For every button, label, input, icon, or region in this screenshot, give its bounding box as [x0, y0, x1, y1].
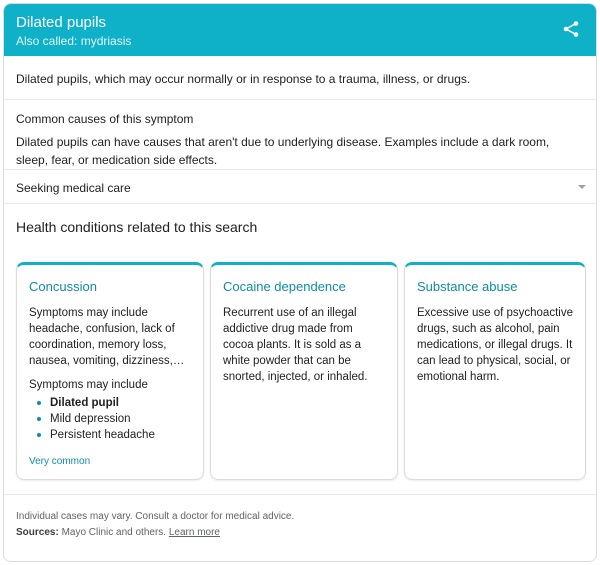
sources-text: Mayo Clinic and others.	[61, 527, 167, 538]
page-subtitle: Also called: mydriasis	[16, 34, 132, 48]
seeking-care-label: Seeking medical care	[16, 181, 131, 195]
condition-description: Symptoms may include headache, confusion, lack of coordination, memory loss, nausea, vomiting, dizziness,…	[29, 307, 185, 367]
condition-description: Recurrent use of an illegal addictive drug made from cocoa plants. It is sold as a white powder that can be snorted, injected, or inhaled.	[223, 307, 368, 383]
bullet-icon	[37, 417, 41, 421]
bullet-icon	[37, 433, 41, 437]
share-icon[interactable]	[562, 20, 580, 38]
summary-text: Dilated pupils, which may occur normally or in response to a trauma, illness, or drugs.	[4, 56, 596, 100]
list-item	[29, 411, 191, 427]
condition-title[interactable]: Substance abuse	[417, 279, 518, 294]
seeking-care-expander[interactable]	[4, 170, 596, 204]
causes-section	[4, 100, 596, 170]
knowledge-panel	[3, 3, 597, 562]
page-title: Dilated pupils	[16, 14, 107, 31]
condition-description: Excessive use of psychoactive drugs, such as alcohol, pain medications, or illegal drugs. It can lead to physical, social, or emotional harm.	[417, 307, 573, 383]
condition-card-substance-abuse[interactable]	[404, 262, 586, 480]
sources-label: Sources:	[16, 527, 59, 538]
list-item	[29, 427, 191, 443]
condition-card-cocaine-dependence[interactable]	[210, 262, 398, 480]
symptoms-list	[29, 395, 191, 443]
symptoms-label: Symptoms may include	[29, 379, 148, 391]
frequency-label: Very common	[29, 456, 91, 467]
related-conditions-heading: Health conditions related to this search	[16, 219, 258, 235]
bullet-icon	[37, 401, 41, 405]
chevron-down-icon	[578, 185, 586, 189]
causes-heading: Common causes of this symptom	[16, 112, 194, 126]
condition-title[interactable]: Concussion	[29, 279, 97, 294]
panel-footer	[4, 494, 596, 541]
list-item	[29, 395, 191, 411]
disclaimer-text: Individual cases may vary. Consult a doctor for medical advice.	[16, 511, 295, 522]
condition-title[interactable]: Cocaine dependence	[223, 279, 346, 294]
condition-card-concussion[interactable]	[16, 262, 204, 480]
learn-more-link[interactable]: Learn more	[168, 527, 220, 538]
symptom-text: Persistent headache	[50, 429, 155, 441]
symptom-text: Dilated pupil	[50, 397, 119, 409]
panel-header	[4, 4, 596, 56]
causes-body: Dilated pupils can have causes that aren't due to underlying disease. Examples include a dark room, sleep, fear, or medication side effects.	[16, 135, 550, 167]
symptom-text: Mild depression	[50, 413, 131, 425]
related-conditions-cards	[4, 258, 596, 494]
sources-line	[16, 525, 584, 541]
